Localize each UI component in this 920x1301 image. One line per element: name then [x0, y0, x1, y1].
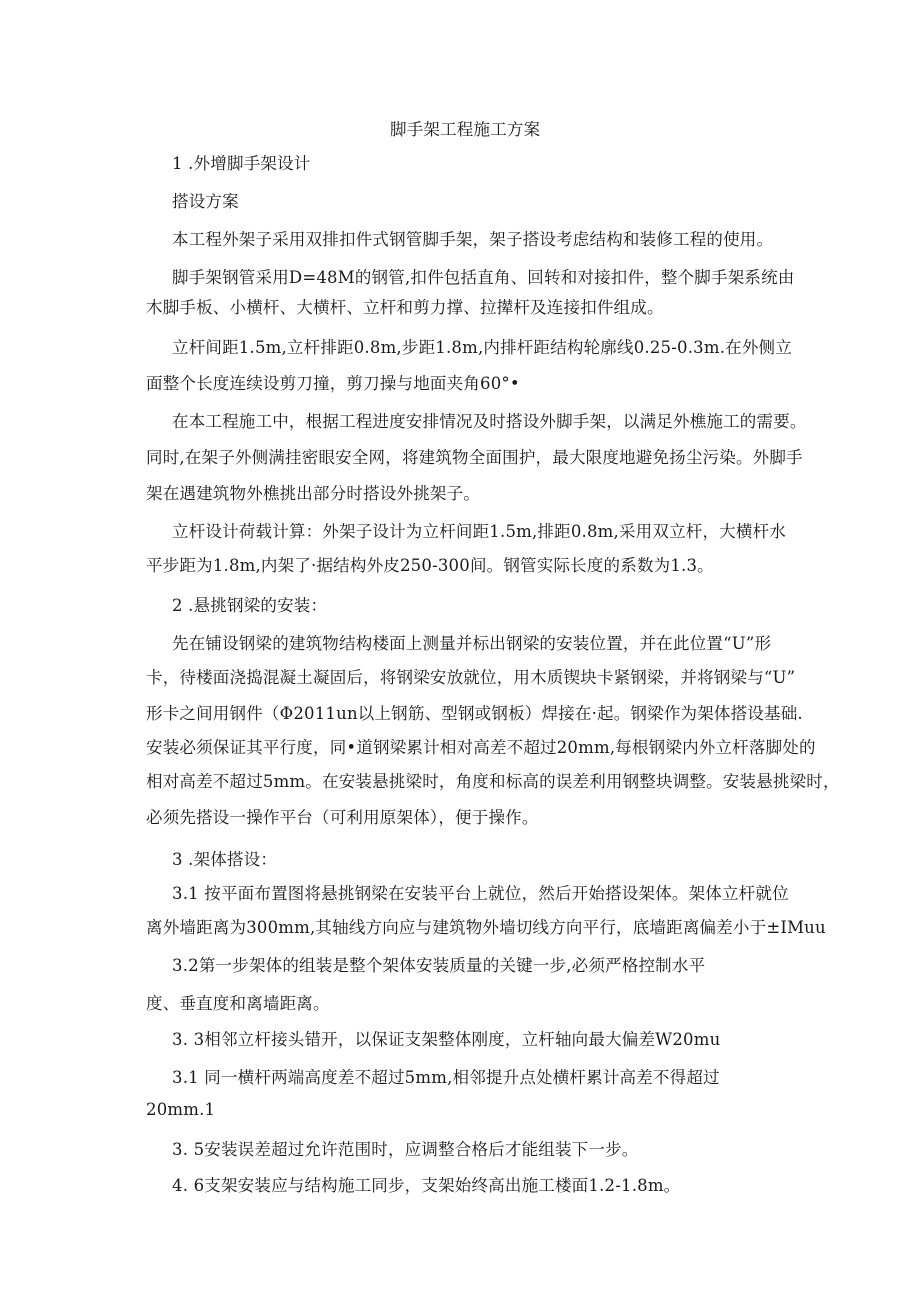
paragraph-line: 3. 3相邻立杆接头错开，以保证支架整体刚度，立杆轴向最大偏差W20mu [172, 1030, 721, 1049]
paragraph-line: 平步距为1.8m,内架了·据结构外皮250-300间。钢管实际长度的系数为1.3。 [146, 556, 714, 575]
paragraph-line: 架在遇建筑物外樵挑出部分时搭设外挑架子。 [146, 484, 480, 503]
subsection-heading: 搭设方案 [172, 192, 239, 211]
section-heading: 3 .架体搭设： [172, 850, 278, 869]
paragraph-line: 度、垂直度和离墙距离。 [146, 994, 330, 1013]
paragraph-line: 4. 6支架安装应与结构施工同步，支架始终高出施工楼面1.2-1.8m。 [172, 1176, 681, 1195]
paragraph-line: 先在铺设钢梁的建筑物结构楼面上测量并标出钢梁的安装位置，并在此位置“U”形 [172, 634, 772, 653]
paragraph-line: 立杆间距1.5m,立杆排距0.8m,步距1.8m,内排杆距结构轮廓线0.25-0.3m.在外侧立 [172, 338, 792, 357]
paragraph-line: 在本工程施工中，根据工程进度安排情况及时搭设外脚手架，以满足外樵施工的需要。 [172, 412, 807, 431]
section-heading: 1 .外增脚手架设计 [172, 154, 311, 173]
paragraph-line: 安装必须保证其平行度，同•道钢梁累计相对高差不超过20mm,每根钢梁内外立杆落脚处的 [146, 738, 816, 757]
paragraph-line: 面整个长度连续设剪刀撞，剪刀操与地面夹角60°• [146, 374, 520, 393]
paragraph-line: 相对高差不超过5mm。在安装悬挑梁时，角度和标高的误差利用钢整块调整。安装悬挑梁时， [146, 772, 840, 791]
document-title: 脚手架工程施工方案 [390, 120, 541, 139]
paragraph-line: 3.2第一步架体的组装是整个架体安装质量的关键一步,必须严格控制水平 [172, 956, 706, 975]
paragraph-line: 必须先搭设一操作平台（可利用原架体），便于操作。 [146, 808, 539, 827]
paragraph-line: 3.1 同一横杆两端高度差不超过5mm,相邻提升点处横杆累计高差不得超过 [172, 1068, 720, 1087]
paragraph-line: 脚手架钢管采用D=48M的钢管,扣件包括直角、回转和对接扣件，整个脚手架系统由 [172, 268, 795, 287]
section-heading: 2 .悬挑钢梁的安装： [172, 596, 328, 615]
paragraph-line: 同时,在架子外侧满挂密眼安全网，将建筑物全面围护，最大限度地避免扬尘污染。外脚手 [146, 448, 803, 467]
paragraph-line: 木脚手板、小横杆、大横杆、立杆和剪力撑、拉撵杆及连接扣件组成。 [146, 298, 664, 317]
paragraph-line: 本工程外架子采用双排扣件式钢管脚手架，架子搭设考虑结构和装修工程的使用。 [172, 230, 774, 249]
paragraph-line: 立杆设计荷载计算：外架子设计为立杆间距1.5m,排距0.8m,采用双立杆，大横杆水 [172, 522, 786, 541]
paragraph-line: 卡，待楼面浇捣混凝土凝固后，将钢梁安放就位，用木质锲块卡紧钢梁，并将钢梁与“U” [146, 668, 796, 687]
paragraph-line: 20mm.1 [146, 1100, 216, 1119]
paragraph-line: 形卡之间用钢件（Φ2011un以上钢筋、型钢或钢板）焊接在·起。钢梁作为架体搭设基础. [146, 704, 803, 723]
paragraph-line: 3.1 按平面布置图将悬挑钢梁在安装平台上就位，然后开始搭设架体。架体立杆就位 [172, 884, 789, 903]
paragraph-line: 3. 5安装误差超过允许范围时，应调整合格后才能组装下一步。 [172, 1140, 639, 1159]
paragraph-line: 离外墙距离为300mm,其轴线方向应与建筑物外墙切线方向平行，底墙距离偏差小于±IMuu [146, 918, 826, 937]
